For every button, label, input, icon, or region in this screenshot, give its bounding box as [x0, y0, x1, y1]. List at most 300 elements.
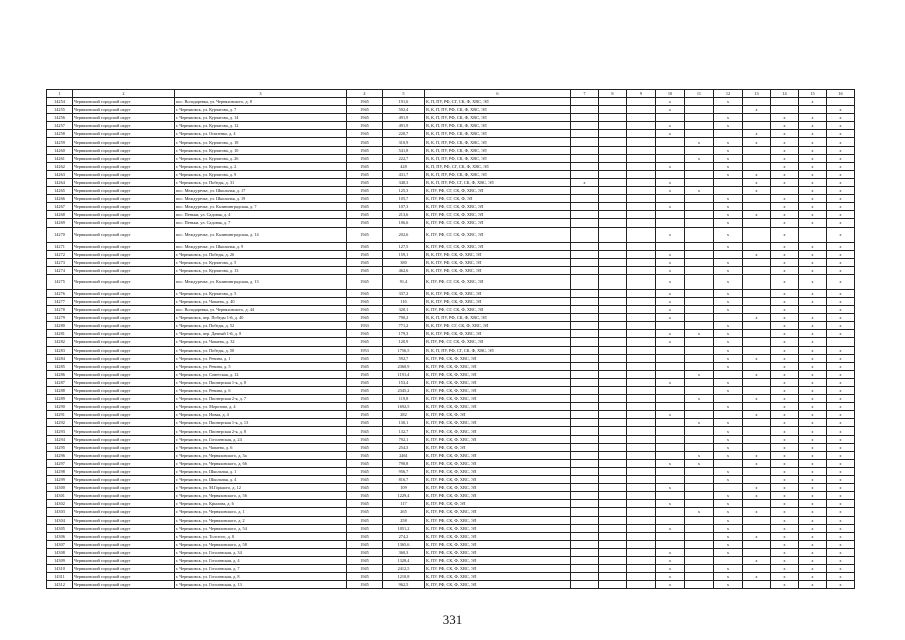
work-mark-cell [599, 187, 627, 195]
work-mark-cell: x [771, 540, 799, 548]
table-row [47, 484, 855, 492]
work-mark-cell: x [656, 330, 685, 338]
work-mark-cell: x [656, 459, 685, 467]
district-name-cell: Черняховский городской округ [73, 146, 175, 154]
address-cell: г. Черняховск, ул. Новая, д. 4 [175, 411, 347, 419]
table-row [47, 362, 855, 370]
table-row [47, 508, 855, 516]
engineering-systems-cell: К, ПУ, РФ, СГ, СК, Ф, ХВС, ЭЛ [425, 227, 571, 242]
address-cell: г. Черняховск, ул. Черняховского, д. 56 [175, 492, 347, 500]
work-mark-cell [685, 266, 714, 274]
work-mark-cell: x [714, 540, 743, 548]
work-mark-cell [599, 556, 627, 564]
work-mark-cell: x [656, 297, 685, 305]
work-mark-cell [599, 338, 627, 346]
work-mark-cell [571, 500, 599, 508]
work-mark-cell [571, 170, 599, 178]
work-mark-cell [599, 451, 627, 459]
work-mark-cell [656, 508, 685, 516]
work-mark-cell [571, 274, 599, 289]
total-area-cell: 125,3 [383, 187, 425, 195]
construction-year-cell: 1945 [347, 122, 383, 130]
work-mark-cell [656, 387, 685, 395]
work-mark-cell [743, 346, 771, 354]
table-row [47, 106, 855, 114]
record-id-cell: 14306 [47, 532, 73, 540]
district-name-cell: Черняховский городской округ [73, 565, 175, 573]
record-id-cell: 14269 [47, 219, 73, 227]
work-mark-cell: x [714, 524, 743, 532]
construction-year-cell: 1945 [347, 219, 383, 227]
district-name-cell: Черняховский городской округ [73, 289, 175, 297]
work-mark-cell [656, 138, 685, 146]
address-cell: г. Черняховск, ул. Черняховского, д. 66 [175, 459, 347, 467]
district-name-cell: Черняховский городской округ [73, 330, 175, 338]
construction-year-cell: 1945 [347, 170, 383, 178]
construction-year-cell: 1945 [347, 242, 383, 250]
work-mark-cell: x [799, 476, 827, 484]
work-mark-cell [685, 98, 714, 106]
work-mark-cell [571, 362, 599, 370]
work-mark-cell [571, 565, 599, 573]
work-mark-cell [599, 114, 627, 122]
work-mark-cell [685, 211, 714, 219]
record-id-cell: 14283 [47, 346, 73, 354]
district-name-cell: Черняховский городской округ [73, 297, 175, 305]
engineering-systems-cell: К, ПУ, РФ, СГ, СК, Ф, ХВС, ЭЛ [425, 211, 571, 219]
work-mark-cell [656, 419, 685, 427]
work-mark-cell [627, 211, 656, 219]
district-name-cell: Черняховский городской округ [73, 314, 175, 322]
address-cell: пос. Междуречье, ул. Школьная, д. 9 [175, 242, 347, 250]
construction-year-cell: 1945 [347, 330, 383, 338]
engineering-systems-cell: К, ПУ, РФ, СГ, СК, Ф, ЭЛ [425, 195, 571, 203]
work-mark-cell [571, 146, 599, 154]
total-area-cell: 220,7 [383, 130, 425, 138]
address-cell: г. Черняховск, ул. Морозова, д. 4 [175, 403, 347, 411]
address-cell: г. Черняховск, ул. Крылова, д. 6 [175, 500, 347, 508]
work-mark-cell: x [827, 178, 855, 186]
work-mark-cell: x [799, 98, 827, 106]
work-mark-cell: x [714, 162, 743, 170]
address-cell: г. Черняховск, ул. Советская, д. 12 [175, 370, 347, 378]
housing-register-table [46, 89, 855, 589]
work-mark-cell: x [799, 130, 827, 138]
table-row [47, 500, 855, 508]
table-row [47, 540, 855, 548]
work-mark-cell [571, 540, 599, 548]
work-mark-cell [599, 162, 627, 170]
construction-year-cell: 1933 [347, 322, 383, 330]
work-mark-cell: x [799, 274, 827, 289]
work-mark-cell: x [827, 297, 855, 305]
work-mark-cell [743, 565, 771, 573]
work-mark-cell [627, 258, 656, 266]
work-mark-cell: x [771, 378, 799, 386]
work-mark-cell: x [685, 330, 714, 338]
record-id-cell: 14279 [47, 314, 73, 322]
engineering-systems-cell: В, К, ПУ, РФ, СК, Ф, ХВС, ЭЛ [425, 297, 571, 305]
work-mark-cell: x [827, 443, 855, 451]
record-id-cell: 14272 [47, 250, 73, 258]
district-name-cell: Черняховский городской округ [73, 492, 175, 500]
total-area-cell: 431,7 [383, 170, 425, 178]
total-area-cell: 790,2 [383, 314, 425, 322]
work-mark-cell: x [714, 573, 743, 581]
work-mark-cell: x [799, 146, 827, 154]
work-mark-cell [627, 370, 656, 378]
work-mark-cell [743, 297, 771, 305]
table-row [47, 289, 855, 297]
table-row [47, 451, 855, 459]
table-row [47, 114, 855, 122]
address-cell: г. Черняховск, пер. Победы 1-й, д. 40 [175, 314, 347, 322]
work-mark-cell [627, 354, 656, 362]
engineering-systems-cell: К, ПУ, РФ, СК, Ф, ХВС, ЭЛ [425, 556, 571, 564]
engineering-systems-cell: К, ПУ, РФ, СК, Ф, ХВС, ЭЛ [425, 370, 571, 378]
work-mark-cell [656, 211, 685, 219]
work-mark-cell [571, 378, 599, 386]
engineering-systems-cell: К, ПУ, РФ, СК, Ф, ХВС, ЭЛ [425, 378, 571, 386]
work-mark-cell [627, 178, 656, 186]
work-mark-cell [599, 532, 627, 540]
record-id-cell: 14294 [47, 435, 73, 443]
total-area-cell: 117 [383, 500, 425, 508]
work-mark-cell: x [827, 524, 855, 532]
district-name-cell: Черняховский городской округ [73, 411, 175, 419]
work-mark-cell: x [827, 289, 855, 297]
work-mark-cell [627, 556, 656, 564]
work-mark-cell [599, 322, 627, 330]
work-mark-cell: x [827, 122, 855, 130]
district-name-cell: Черняховский городской округ [73, 178, 175, 186]
work-mark-cell: x [827, 548, 855, 556]
work-mark-cell [627, 227, 656, 242]
work-mark-cell: x [714, 330, 743, 338]
total-area-cell: 502,4 [383, 106, 425, 114]
table-row [47, 122, 855, 130]
work-mark-cell [799, 227, 827, 242]
work-mark-cell: x [656, 178, 685, 186]
record-id-cell: 14299 [47, 476, 73, 484]
work-mark-cell [685, 306, 714, 314]
column-header: 16 [827, 90, 855, 98]
district-name-cell: Черняховский городской округ [73, 484, 175, 492]
work-mark-cell [685, 178, 714, 186]
table-row [47, 411, 855, 419]
work-mark-cell [599, 581, 627, 589]
construction-year-cell: 1945 [347, 500, 383, 508]
total-area-cell: 282 [383, 411, 425, 419]
total-area-cell: 120,9 [383, 338, 425, 346]
record-id-cell: 14281 [47, 330, 73, 338]
work-mark-cell: x [799, 556, 827, 564]
work-mark-cell [743, 338, 771, 346]
table-row [47, 476, 855, 484]
work-mark-cell: x [771, 289, 799, 297]
work-mark-cell: x [771, 297, 799, 305]
work-mark-cell [656, 146, 685, 154]
work-mark-cell: x [714, 451, 743, 459]
work-mark-cell [599, 330, 627, 338]
work-mark-cell: x [656, 411, 685, 419]
engineering-systems-cell: К, ПУ, РФ, СК, Ф, ХВС, ЭЛ [425, 387, 571, 395]
work-mark-cell [599, 154, 627, 162]
work-mark-cell: x [799, 138, 827, 146]
total-area-cell: 258 [383, 516, 425, 524]
total-area-cell: 127,5 [383, 242, 425, 250]
work-mark-cell [571, 242, 599, 250]
work-mark-cell [714, 178, 743, 186]
work-mark-cell [685, 146, 714, 154]
work-mark-cell [571, 211, 599, 219]
work-mark-cell [571, 330, 599, 338]
work-mark-cell [599, 419, 627, 427]
work-mark-cell: x [799, 354, 827, 362]
work-mark-cell: x [771, 565, 799, 573]
work-mark-cell: x [799, 565, 827, 573]
district-name-cell: Черняховский городской округ [73, 419, 175, 427]
work-mark-cell [743, 195, 771, 203]
total-area-cell: 274,2 [383, 532, 425, 540]
work-mark-cell [656, 395, 685, 403]
work-mark-cell [571, 227, 599, 242]
construction-year-cell: 1945 [347, 435, 383, 443]
work-mark-cell [627, 130, 656, 138]
table-row [47, 178, 855, 186]
construction-year-cell: 1945 [347, 106, 383, 114]
work-mark-cell: x [799, 459, 827, 467]
record-id-cell: 14278 [47, 306, 73, 314]
work-mark-cell [656, 435, 685, 443]
work-mark-cell [714, 314, 743, 322]
work-mark-cell: x [827, 395, 855, 403]
total-area-cell: 1051,2 [383, 524, 425, 532]
work-mark-cell [571, 492, 599, 500]
construction-year-cell: 1945 [347, 354, 383, 362]
work-mark-cell [685, 274, 714, 289]
work-mark-cell [685, 524, 714, 532]
record-id-cell: 14295 [47, 443, 73, 451]
work-mark-cell: x [799, 540, 827, 548]
work-mark-cell: x [799, 484, 827, 492]
table-row [47, 419, 855, 427]
work-mark-cell [685, 250, 714, 258]
work-mark-cell: x [685, 419, 714, 427]
work-mark-cell: x [743, 178, 771, 186]
work-mark-cell [685, 219, 714, 227]
address-cell: г. Черняховск, ул. Пионерская 2-я, д. 8 [175, 427, 347, 435]
work-mark-cell [656, 427, 685, 435]
work-mark-cell [627, 338, 656, 346]
work-mark-cell: x [827, 154, 855, 162]
work-mark-cell: x [799, 532, 827, 540]
work-mark-cell [599, 314, 627, 322]
work-mark-cell [599, 98, 627, 106]
table-row [47, 378, 855, 386]
construction-year-cell: 1945 [347, 451, 383, 459]
table-body [47, 90, 855, 589]
work-mark-cell [743, 274, 771, 289]
total-area-cell: 592,7 [383, 354, 425, 362]
record-id-cell: 14293 [47, 427, 73, 435]
work-mark-cell [743, 219, 771, 227]
work-mark-cell [743, 266, 771, 274]
work-mark-cell: x [799, 178, 827, 186]
work-mark-cell [685, 106, 714, 114]
work-mark-cell: x [799, 443, 827, 451]
district-name-cell: Черняховский городской округ [73, 162, 175, 170]
record-id-cell: 14289 [47, 395, 73, 403]
total-area-cell: 116 [383, 297, 425, 305]
engineering-systems-cell: В, К, ПУ, РФ, СК, Ф, ХВС, ЭЛ [425, 330, 571, 338]
address-cell: г. Черняховск, ул. Победы, д. 26 [175, 250, 347, 258]
work-mark-cell: x [714, 146, 743, 154]
engineering-systems-cell: К, ПУ, РФ, СК, Ф, ХВС, ЭЛ [425, 508, 571, 516]
work-mark-cell: x [799, 419, 827, 427]
work-mark-cell: x [714, 227, 743, 242]
address-cell: г. Черняховск, ул. Черняховского, д. 1 [175, 508, 347, 516]
work-mark-cell [571, 476, 599, 484]
work-mark-cell: x [799, 258, 827, 266]
work-mark-cell: x [827, 532, 855, 540]
address-cell: г. Черняховск, ул. Курчатова, д. 5 [175, 289, 347, 297]
work-mark-cell: x [771, 362, 799, 370]
work-mark-cell: x [771, 556, 799, 564]
work-mark-cell [714, 250, 743, 258]
construction-year-cell: 1945 [347, 556, 383, 564]
engineering-systems-cell: К, ПУ, РФ, СК, Ф, ХВС, ЭЛ [425, 524, 571, 532]
district-name-cell: Черняховский городской округ [73, 306, 175, 314]
column-header: 3 [175, 90, 347, 98]
address-cell: г. Черняховск, ул. Ревина, д. 6 [175, 387, 347, 395]
work-mark-cell [571, 306, 599, 314]
work-mark-cell: x [771, 138, 799, 146]
work-mark-cell [627, 122, 656, 130]
total-area-cell: 202,6 [383, 227, 425, 242]
work-mark-cell [743, 467, 771, 475]
record-id-cell: 14292 [47, 419, 73, 427]
table-row [47, 435, 855, 443]
record-id-cell: 14284 [47, 354, 73, 362]
work-mark-cell [656, 242, 685, 250]
work-mark-cell [627, 548, 656, 556]
work-mark-cell [627, 492, 656, 500]
construction-year-cell: 1945 [347, 532, 383, 540]
work-mark-cell [571, 354, 599, 362]
work-mark-cell: x [771, 516, 799, 524]
work-mark-cell: x [827, 387, 855, 395]
address-cell: г. Черняховск, ул. Курчатова, д. 10 [175, 146, 347, 154]
work-mark-cell: x [771, 154, 799, 162]
work-mark-cell [627, 378, 656, 386]
construction-year-cell: 1945 [347, 203, 383, 211]
engineering-systems-cell: К, ПУ, РФ, СК, Ф, ХВС, ЭЛ [425, 548, 571, 556]
work-mark-cell [714, 395, 743, 403]
address-cell: г. Черняховск, ул. Гоголевская, д. 8 [175, 573, 347, 581]
work-mark-cell [685, 289, 714, 297]
table-row [47, 195, 855, 203]
work-mark-cell [571, 289, 599, 297]
engineering-systems-cell: К, ПУ, РФ, СК, Ф, ХВС, ЭЛ [425, 362, 571, 370]
work-mark-cell [743, 203, 771, 211]
engineering-systems-cell: В, К, П, ПУ, РФ, СК, Ф, ХВС, ЭЛ [425, 170, 571, 178]
work-mark-cell: x [714, 346, 743, 354]
record-id-cell: 14276 [47, 289, 73, 297]
work-mark-cell [627, 322, 656, 330]
work-mark-cell: x [827, 508, 855, 516]
work-mark-cell [599, 565, 627, 573]
address-cell: г. Черняховск, ул. Курчатова, д. 9 [175, 170, 347, 178]
work-mark-cell [627, 476, 656, 484]
total-area-cell: 265 [383, 508, 425, 516]
work-mark-cell [599, 130, 627, 138]
construction-year-cell: 1945 [347, 492, 383, 500]
column-header: 15 [799, 90, 827, 98]
work-mark-cell [685, 476, 714, 484]
work-mark-cell: x [799, 573, 827, 581]
work-mark-cell [599, 540, 627, 548]
work-mark-cell: x [771, 130, 799, 138]
work-mark-cell [656, 492, 685, 500]
record-id-cell: 14298 [47, 467, 73, 475]
address-cell: г. Черняховск, ул. Курчатова, д. 13 [175, 266, 347, 274]
total-area-cell: 106,6 [383, 219, 425, 227]
column-header: 6 [425, 90, 571, 98]
construction-year-cell: 1945 [347, 162, 383, 170]
work-mark-cell: x [827, 403, 855, 411]
table-row [47, 532, 855, 540]
work-mark-cell: x [714, 138, 743, 146]
engineering-systems-cell: К, ПУ, РФ, СК, Ф, ХВС, ЭЛ [425, 565, 571, 573]
work-mark-cell [685, 242, 714, 250]
work-mark-cell [627, 154, 656, 162]
work-mark-cell [571, 154, 599, 162]
total-area-cell: 771,2 [383, 322, 425, 330]
record-id-cell: 14296 [47, 451, 73, 459]
address-cell: пос. Володаревка, ул. Черняховского, д. 44 [175, 306, 347, 314]
total-area-cell: 348,3 [383, 178, 425, 186]
work-mark-cell [627, 219, 656, 227]
engineering-systems-cell: К, ПУ, РФ, СГ, СК, Ф, ХВС, ЭЛ [425, 306, 571, 314]
record-id-cell: 14297 [47, 459, 73, 467]
work-mark-cell [599, 297, 627, 305]
column-header: 2 [73, 90, 175, 98]
construction-year-cell: 1945 [347, 314, 383, 322]
work-mark-cell [627, 508, 656, 516]
work-mark-cell: x [827, 467, 855, 475]
table-row [47, 170, 855, 178]
work-mark-cell [743, 500, 771, 508]
work-mark-cell: x [827, 130, 855, 138]
construction-year-cell: 1945 [347, 573, 383, 581]
work-mark-cell [685, 387, 714, 395]
district-name-cell: Черняховский городской округ [73, 274, 175, 289]
work-mark-cell [685, 362, 714, 370]
work-mark-cell: x [656, 581, 685, 589]
engineering-systems-cell: К, П, ПУ, РФ, СГ, СК, Ф, ХВС, ЭЛ [425, 98, 571, 106]
district-name-cell: Черняховский городской округ [73, 467, 175, 475]
work-mark-cell [656, 362, 685, 370]
total-area-cell: 1328,4 [383, 556, 425, 564]
total-area-cell: 153,4 [383, 378, 425, 386]
work-mark-cell: x [656, 484, 685, 492]
address-cell: пос. Пеньки, ул. Садовая, д. 4 [175, 211, 347, 219]
work-mark-cell [571, 451, 599, 459]
work-mark-cell [685, 378, 714, 386]
address-cell: г. Черняховск, ул. Черняховского, д. 3а [175, 451, 347, 459]
work-mark-cell [627, 573, 656, 581]
